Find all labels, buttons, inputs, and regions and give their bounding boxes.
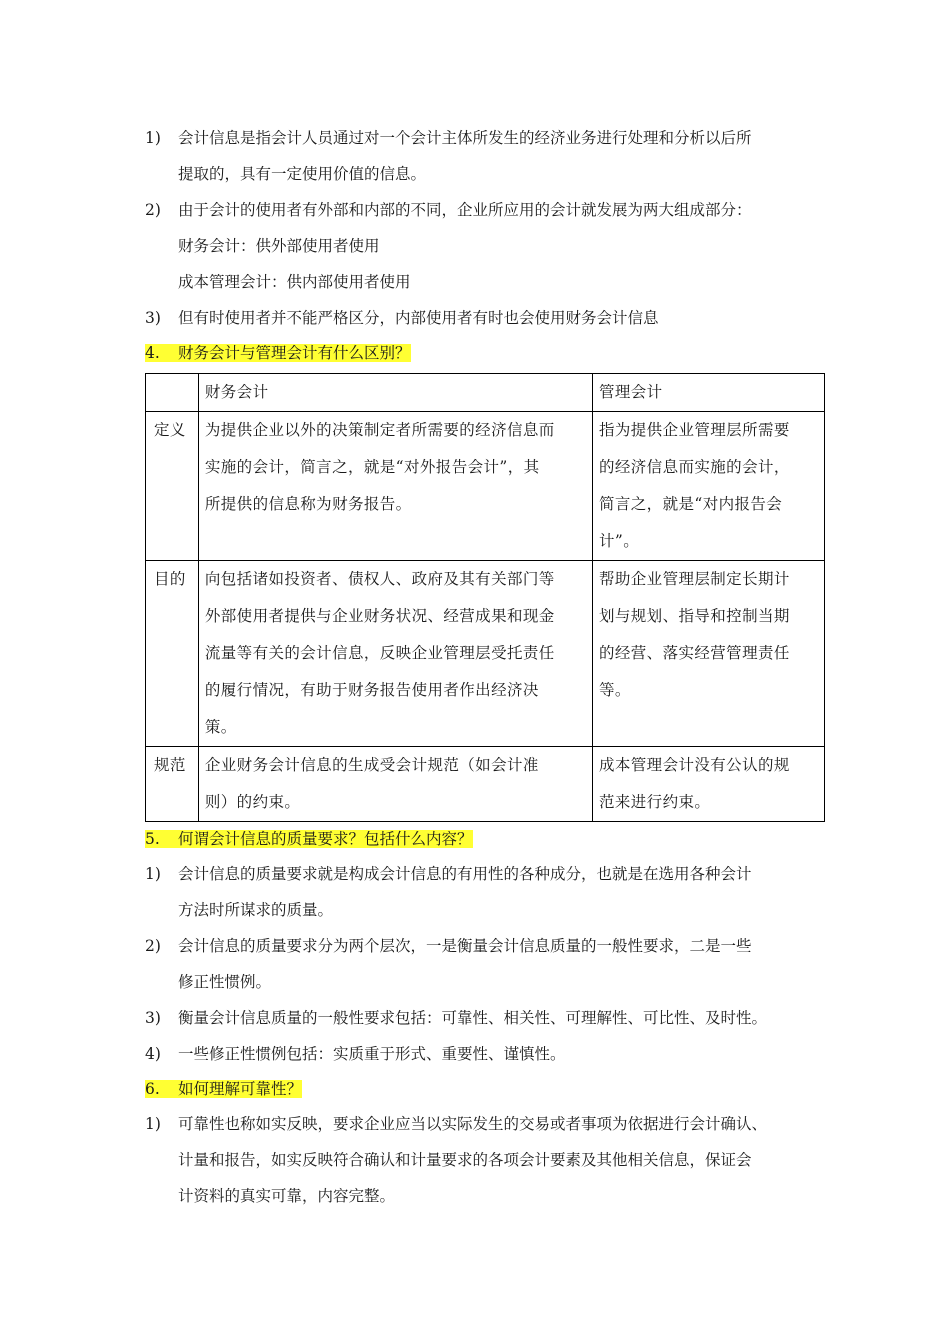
question-heading (145, 1072, 825, 1106)
cell-line: 划与规划、指导和控制当期 (598, 607, 790, 625)
row-label: 规范 (146, 747, 199, 822)
cell-line: 流量等有关的会计信息，反映企业管理层受托责任 (204, 644, 555, 662)
list-text: 会计信息是指会计人员通过对一个会计主体所发生的经济业务进行处理和分析以后所 (178, 129, 752, 147)
list-item (145, 856, 825, 892)
list-subline: 财务会计：供外部使用者使用 (178, 237, 380, 255)
question-heading (145, 336, 825, 370)
table-header-cell: 管理会计 (592, 374, 824, 412)
cell-line: 范来进行约束。 (598, 793, 711, 811)
heading-highlight (145, 344, 411, 362)
cell-line: 所提供的信息称为财务报告。 (204, 495, 412, 513)
cell-line: 成本管理会计没有公认的规 (598, 756, 790, 774)
list-item (145, 120, 825, 156)
list-number: 1) (145, 129, 161, 147)
heading-highlight (145, 830, 473, 848)
cell-line: 为提供企业以外的决策制定者所需要的经济信息而 (204, 421, 555, 439)
cell-line: 则）的约束。 (204, 793, 301, 811)
cell-line: 外部使用者提供与企业财务状况、经营成果和现金 (204, 607, 555, 625)
cell-line: 向包括诸如投资者、债权人、政府及其有关部门等 (204, 570, 555, 588)
comparison-table (145, 373, 825, 822)
list-item (145, 1000, 825, 1036)
list-text: 一些修正性惯例包括：实质重于形式、重要性、谨慎性。 (178, 1045, 566, 1063)
table-header-cell: 财务会计 (198, 374, 592, 412)
table-row (146, 561, 825, 747)
list-number: 4) (145, 1045, 161, 1063)
list-item (145, 928, 825, 964)
cell-line: 简言之，就是“对内报告会 (598, 495, 783, 513)
heading-title: 何谓会计信息的质量要求？包括什么内容？ (178, 830, 473, 848)
table-cell (198, 561, 592, 747)
list-text: 由于会计的使用者有外部和内部的不同，企业所应用的会计就发展为两大组成部分： (178, 201, 752, 219)
list-text: 但有时使用者并不能严格区分，内部使用者有时也会使用财务会计信息 (178, 309, 659, 327)
cell-line: 等。 (598, 681, 631, 699)
table-row (146, 747, 825, 822)
table-row (146, 412, 825, 561)
cell-line: 计”。 (598, 532, 640, 550)
table-header-cell (146, 374, 199, 412)
list-number: 3) (145, 1009, 161, 1027)
table-cell (592, 412, 824, 561)
list-text: 衡量会计信息质量的一般性要求包括：可靠性、相关性、可理解性、可比性、及时性。 (178, 1009, 768, 1027)
table-header-row (146, 374, 825, 412)
list-number: 2) (145, 937, 161, 955)
list-item (145, 1036, 825, 1072)
list-subline: 成本管理会计：供内部使用者使用 (178, 273, 411, 291)
cell-line: 帮助企业管理层制定长期计 (598, 570, 790, 588)
heading-number: 6. (145, 1080, 160, 1098)
list-continuation: 计量和报告，如实反映符合确认和计量要求的各项会计要素及其他相关信息，保证会 (178, 1151, 752, 1169)
heading-title: 如何理解可靠性？ (178, 1080, 303, 1098)
list-item (145, 300, 825, 336)
list-number: 3) (145, 309, 161, 327)
table-cell (592, 747, 824, 822)
list-item (145, 192, 825, 228)
list-number: 1) (145, 1115, 161, 1133)
list-text: 可靠性也称如实反映，要求企业应当以实际发生的交易或者事项为依据进行会计确认、 (178, 1115, 768, 1133)
table-cell (592, 561, 824, 747)
list-number: 2) (145, 201, 161, 219)
list-text: 会计信息的质量要求就是构成会计信息的有用性的各种成分，也就是在选用各种会计 (178, 865, 752, 883)
document-body (145, 120, 825, 1214)
heading-number: 4. (145, 344, 160, 362)
heading-number: 5. (145, 830, 160, 848)
list-continuation: 方法时所谋求的质量。 (178, 901, 334, 919)
cell-line: 的经济信息而实施的会计， (598, 458, 790, 476)
row-label: 定义 (146, 412, 199, 561)
table-cell (198, 412, 592, 561)
list-text: 会计信息的质量要求分为两个层次，一是衡量会计信息质量的一般性要求，二是一些 (178, 937, 752, 955)
cell-line: 的履行情况，有助于财务报告使用者作出经济决 (204, 681, 539, 699)
question-heading (145, 822, 825, 856)
cell-line: 的经营、落实经营管理责任 (598, 644, 790, 662)
cell-line: 指为提供企业管理层所需要 (598, 421, 790, 439)
list-continuation: 提取的，具有一定使用价值的信息。 (178, 165, 427, 183)
list-continuation: 计资料的真实可靠，内容完整。 (178, 1187, 396, 1205)
row-label: 目的 (146, 561, 199, 747)
cell-line: 策。 (204, 718, 237, 736)
list-continuation: 修正性惯例。 (178, 973, 272, 991)
table-cell (198, 747, 592, 822)
cell-line: 实施的会计，简言之，就是“对外报告会计”，其 (204, 458, 540, 476)
list-number: 1) (145, 865, 161, 883)
cell-line: 企业财务会计信息的生成受会计规范（如会计准 (204, 756, 539, 774)
list-item (145, 1106, 825, 1142)
heading-highlight (145, 1080, 302, 1098)
heading-title: 财务会计与管理会计有什么区别？ (178, 344, 411, 362)
